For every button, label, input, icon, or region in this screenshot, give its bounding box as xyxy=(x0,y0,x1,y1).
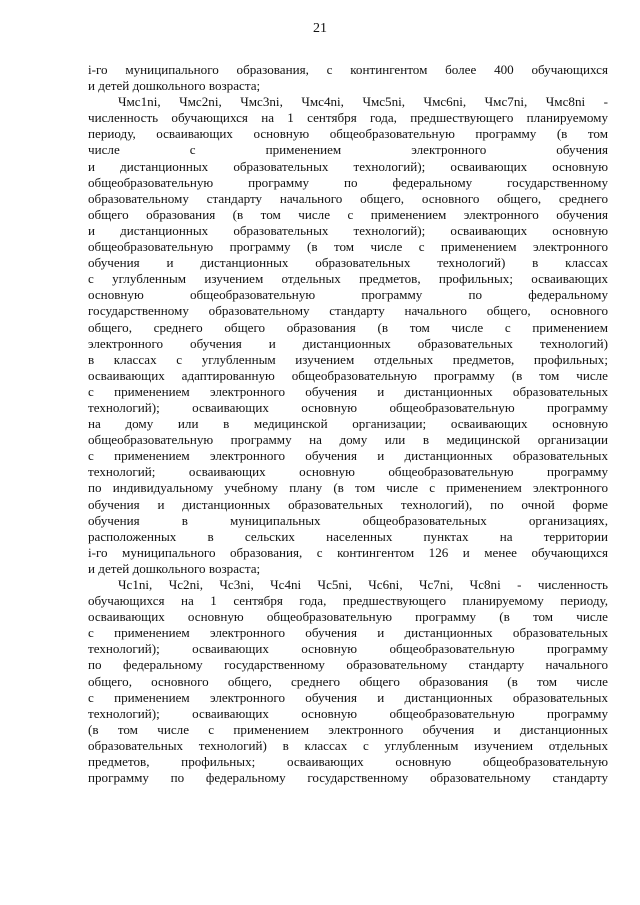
text-line: технологий); осваивающих основную общеобразовательную программу xyxy=(88,399,608,415)
text-line: и дистанционных образовательных технологий); осваивающих основную xyxy=(88,158,608,174)
text-line: осваивающих основную общеобразовательную программу (в том числе xyxy=(88,609,608,625)
text-line: обучения и дистанционных образовательных технологий) в классах xyxy=(88,255,608,271)
text-line: с применением электронного обучения и дистанционных образовательных xyxy=(88,689,608,705)
text-line: и детей дошкольного возраста; xyxy=(88,78,261,94)
text-line: общеобразовательную программу (в том числе с применением электронного xyxy=(88,239,608,255)
text-line: периоду, осваивающих основную общеобразовательную программу (в том xyxy=(88,126,608,142)
text-line: технологий); осваивающих основную общеобразовательную программу xyxy=(88,641,608,657)
text-line: обучения в муниципальных общеобразовательных организациях, xyxy=(88,512,608,528)
text-line: электронного обучения и дистанционных образовательных технологий) xyxy=(88,335,608,351)
text-line: общеобразовательную программу на дому или в медицинской организации xyxy=(88,432,608,448)
text-line: предметов, профильных; осваивающих основную общеобразовательную xyxy=(88,754,608,770)
text-line: Чмс1ni, Чмс2ni, Чмс3ni, Чмс4ni, Чмс5ni, Чмс6ni, Чмс7ni, Чмс8ni - xyxy=(118,94,608,110)
text-line: обучающихся на 1 сентября года, предшествующего планируемому периоду, xyxy=(88,593,608,609)
text-line: образовательных технологий) в классах с углубленным изучением отдельных xyxy=(88,737,608,753)
text-line: образовательному стандарту начального общего, основного общего, среднего xyxy=(88,190,608,206)
text-line: (в том числе с применением электронного обучения и дистанционных xyxy=(88,721,608,737)
text-line: общего, основного общего, среднего общего образования (в том числе xyxy=(88,673,608,689)
text-line: с применением электронного обучения и дистанционных образовательных xyxy=(88,383,608,399)
text-line: программу по федеральному государственному образовательному стандарту xyxy=(88,770,608,786)
text-line: общеобразовательную программу по федеральному государственному xyxy=(88,174,608,190)
text-line: технологий); осваивающих основную общеобразовательную программу xyxy=(88,705,608,721)
text-line: с применением электронного обучения и дистанционных образовательных xyxy=(88,625,608,641)
text-line: Чс1ni, Чс2ni, Чс3ni, Чс4ni Чс5ni, Чс6ni, Чс7ni, Чс8ni - численность xyxy=(118,577,608,592)
text-line: технологий; осваивающих основную общеобразовательную программу xyxy=(88,464,608,480)
text-line: численность обучающихся на 1 сентября года, предшествующего планируемому xyxy=(88,110,608,126)
text-line: с применением электронного обучения и дистанционных образовательных xyxy=(88,448,608,464)
page-number: 21 xyxy=(313,21,327,36)
text-line: i-го муниципального образования, с контингентом более 400 обучающихся xyxy=(88,62,608,77)
text-line: общего образования (в том числе с применением электронного обучения xyxy=(88,206,608,222)
text-line: государственному образовательному стандарту начального общего, основного xyxy=(88,303,608,319)
text-line: на дому или в медицинской организации; осваивающих основную xyxy=(88,416,608,432)
text-line: числе с применением электронного обучения xyxy=(88,142,608,158)
text-line: и детей дошкольного возраста; xyxy=(88,560,261,576)
text-line: с углубленным изучением отдельных предметов, профильных; осваивающих xyxy=(88,271,608,287)
text-line: и дистанционных образовательных технологий); осваивающих основную xyxy=(88,222,608,238)
text-line: i-го муниципального образования, с контингентом 126 и менее обучающихся xyxy=(88,544,608,560)
body-text xyxy=(88,62,608,786)
text-line: по индивидуальному учебному плану (в том числе с применением электронного xyxy=(88,480,608,496)
text-line: основную общеобразовательную программу по федеральному xyxy=(88,287,608,303)
text-line: в классах с углубленным изучением отдельных предметов, профильных; xyxy=(88,351,608,367)
text-line: осваивающих адаптированную общеобразовательную программу (в том числе xyxy=(88,367,608,383)
text-line: расположенных в сельских населенных пунктах на территории xyxy=(88,528,608,544)
text-line: по федеральному государственному образовательному стандарту начального xyxy=(88,657,608,673)
text-line: обучения и дистанционных образовательных технологий), по очной форме xyxy=(88,496,608,512)
text-line: общего, среднего общего образования (в том числе с применением xyxy=(88,319,608,335)
